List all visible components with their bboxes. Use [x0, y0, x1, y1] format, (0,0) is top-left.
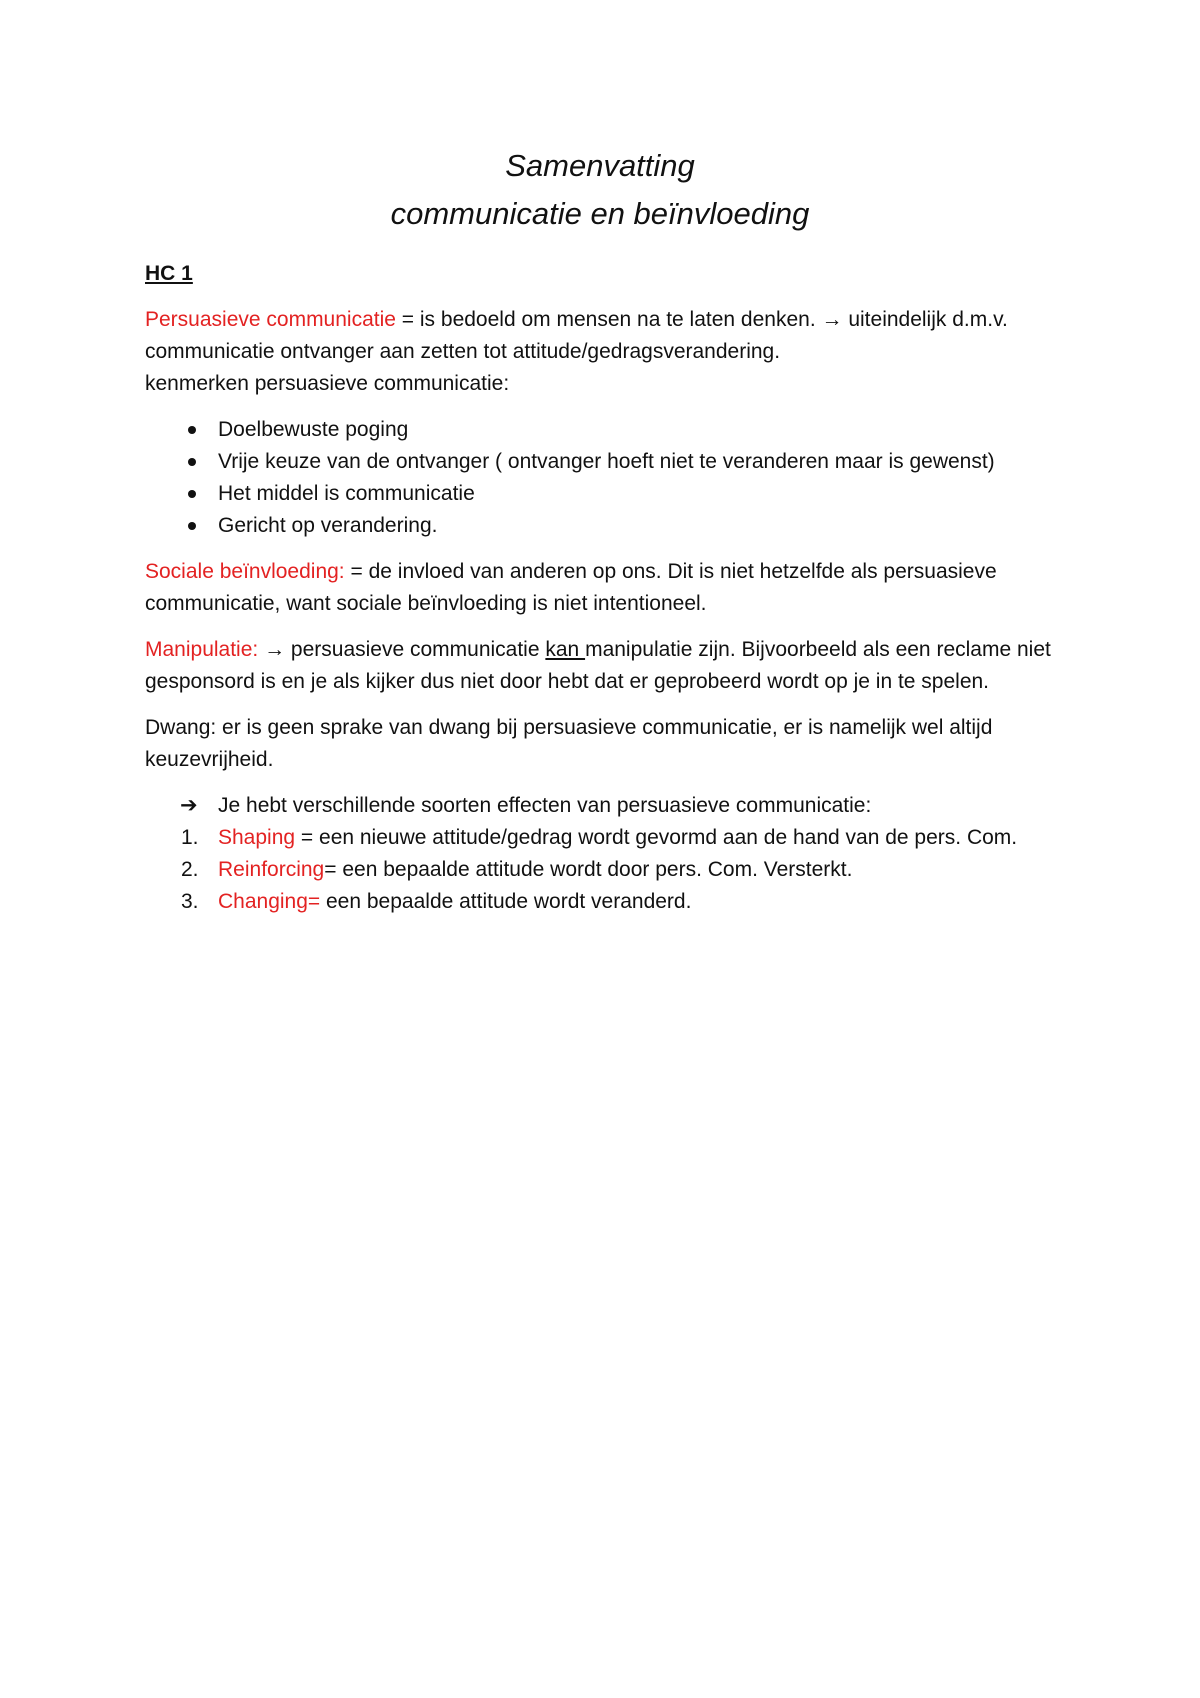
list-item-text: Het middel is communicatie: [218, 482, 475, 505]
list-item-text: Gericht op verandering.: [218, 514, 438, 537]
persuasive-text-2: uiteindelijk d.m.v. communicatie ontvanger aan zetten tot attitude/gedragsverandering.: [145, 308, 1008, 363]
social-influence-definition: [145, 556, 1065, 620]
manipulation-text-2: manipulatie zijn. Bijvoorbeeld als een reclame niet gesponsord is en je als kijker dus niet door hebt dat er geprobeerd wordt op je in te spelen.: [145, 638, 1051, 693]
section-heading: HC 1: [145, 262, 193, 285]
list-item: [145, 886, 1065, 918]
social-influence-text: = de invloed van anderen op ons. Dit is niet hetzelfde als persuasieve communicatie, want sociale beïnvloeding is niet intentioneel.: [145, 560, 997, 615]
list-item-text: Vrije keuze van de ontvanger ( ontvanger hoeft niet te veranderen maar is gewenst): [218, 450, 995, 473]
bullet-icon: [188, 458, 196, 466]
kenmerken-label: kenmerken persuasieve communicatie:: [145, 372, 510, 395]
coercion-definition: Dwang: er is geen sprake van dwang bij persuasieve communicatie, er is namelijk wel altijd keuzevrijheid.: [145, 716, 993, 771]
effect-text: een bepaalde attitude wordt veranderd.: [320, 890, 692, 913]
list-number: 1.: [181, 826, 199, 849]
effects-intro-text: Je hebt verschillende soorten effecten van persuasieve communicatie:: [218, 794, 872, 817]
term-social-influence: Sociale beïnvloeding:: [145, 560, 345, 583]
effect-text: = een nieuwe attitude/gedrag wordt gevormd aan de hand van de pers. Com.: [295, 826, 1018, 849]
bullet-icon: [188, 490, 196, 498]
list-number: 2.: [181, 858, 199, 881]
list-number: 3.: [181, 890, 199, 913]
effect-term: Reinforcing: [218, 858, 325, 881]
effects-list: [145, 822, 1065, 918]
list-item: [145, 414, 1065, 446]
manipulation-definition: [145, 634, 1065, 698]
persuasive-text-1: = is bedoeld om mensen na te laten denken.: [395, 308, 822, 331]
bullet-icon: [188, 522, 196, 530]
underlined-word: kan: [545, 638, 586, 661]
list-item: [145, 822, 1065, 854]
document-title: Samenvatting: [505, 148, 695, 183]
list-item: [145, 510, 1065, 542]
persuasive-definition: [145, 304, 1065, 368]
term-manipulation: Manipulatie:: [145, 638, 259, 661]
arrow-right-icon: →: [821, 308, 843, 331]
document-subtitle: communicatie en beïnvloeding: [390, 196, 810, 231]
effects-intro: [145, 790, 1065, 822]
arrow-bullet-icon: ➔: [180, 794, 198, 817]
effect-text: = een bepaalde attitude wordt door pers. Com. Versterkt.: [324, 858, 853, 881]
manipulation-text-1: persuasieve communicatie: [285, 638, 546, 661]
list-item-text: Doelbewuste poging: [218, 418, 409, 441]
effect-term: Changing=: [218, 890, 321, 913]
term-persuasive: Persuasieve communicatie: [145, 308, 396, 331]
document-body: [145, 258, 1065, 918]
list-item: [145, 478, 1065, 510]
list-item: [145, 854, 1065, 886]
bullet-icon: [188, 426, 196, 434]
list-item: [145, 446, 1065, 478]
effect-term: Shaping: [218, 826, 296, 849]
kenmerken-list: [145, 414, 1065, 542]
arrow-right-icon: →: [264, 638, 286, 661]
